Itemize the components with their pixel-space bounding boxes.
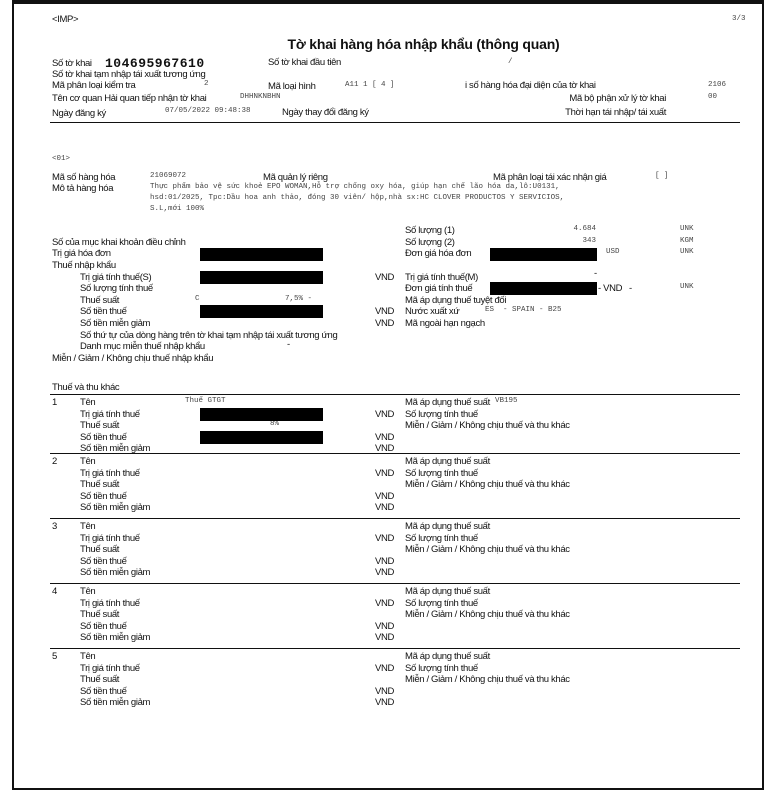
dai-dien: 2106	[708, 81, 727, 89]
sl2: 343	[582, 237, 596, 245]
tuyet-doi-label: Mã áp dụng thuế tuyệt đối	[405, 295, 507, 306]
vnd-unit: VND	[375, 502, 395, 514]
tax-so-tien-label: Số tiền thuế	[80, 490, 127, 502]
other-taxes-title: Thuế và thu khác	[52, 382, 120, 393]
sl2-label: Số lượng (2)	[405, 237, 455, 248]
tg-tinh-thue-m: -	[594, 268, 597, 279]
tax-thue-suat-label: Thuế suất	[80, 674, 120, 686]
vnd-unit: VND	[375, 443, 395, 455]
tax-ten-label: Tên	[80, 397, 96, 408]
sl1-unit: UNK	[680, 225, 694, 233]
form-code: <IMP>	[52, 14, 79, 25]
mien-giam-label: Miễn / Giảm / Không chịu thuế và thu khác	[405, 479, 570, 491]
ma-so: 21069072	[150, 172, 187, 180]
bo-phan: 00	[708, 93, 718, 101]
tax-tri-gia-label: Trị giá tính thuế	[80, 467, 140, 479]
tax-row-number: 2	[52, 456, 57, 467]
redacted-value	[200, 248, 323, 261]
group-divider	[50, 518, 740, 519]
quan-ly-label: Mã quản lý riêng	[263, 172, 328, 183]
kiem-tra: 2	[204, 80, 209, 88]
tax-mien-giam-label: Số tiền miễn giảm	[80, 567, 151, 579]
sl-tinh-thue-label: Số lượng tính thuế	[405, 532, 478, 544]
thoi-han-label: Thời hạn tái nhập/ tái xuất	[565, 107, 666, 118]
tax-so-tien-label: Số tiền thuế	[80, 431, 127, 443]
tax-ten-label: Tên	[80, 521, 96, 532]
redacted-value	[490, 248, 597, 261]
vnd-unit: VND	[375, 272, 395, 283]
phan-loai-label: Mã phân loại tái xác nhận giá	[493, 172, 607, 183]
item-index: <01>	[52, 155, 71, 163]
tax-tri-gia-label: Trị giá tính thuế	[80, 597, 140, 609]
tam-nhap-label: Số tờ khai tạm nhập tái xuất tương ứng	[52, 69, 206, 80]
tax-ten-label: Tên	[80, 586, 96, 597]
tax-ten-label: Tên	[80, 651, 96, 662]
ngay-dk: 07/05/2022 09:48:38	[165, 107, 251, 115]
ma-ap-dung-label: Mã áp dụng thuế suất	[405, 397, 490, 408]
vnd-unit: VND	[375, 318, 395, 329]
so-to-khai: 104695967610	[105, 56, 205, 71]
mien-giam-label: Số tiền miễn giảm	[80, 318, 151, 329]
mien-giam-label: Miễn / Giảm / Không chịu thuế và thu khác	[405, 420, 570, 432]
tax-so-tien-label: Số tiền thuế	[80, 555, 127, 567]
group-divider	[50, 453, 740, 454]
ma-so-label: Mã số hàng hóa	[52, 172, 116, 183]
don-gia-tt-label: Đơn giá tính thuế	[405, 283, 473, 294]
group-divider	[50, 394, 740, 395]
tg-tinh-thue-m-label: Trị giá tính thuế(M)	[405, 272, 478, 283]
vnd-unit: VND	[375, 555, 395, 567]
redacted-value	[490, 282, 597, 295]
ngoai-han-ngach-label: Mã ngoài hạn ngạch	[405, 318, 485, 329]
kiem-tra-label: Mã phân loại kiểm tra	[52, 80, 136, 91]
tax-mien-giam-label: Số tiền miễn giảm	[80, 632, 151, 644]
mien-giam-label: Miễn / Giảm / Không chịu thuế và thu khác	[405, 609, 570, 621]
tax-so-tien-label: Số tiền thuế	[80, 620, 127, 632]
mo-ta-line: Thực phẩm bảo vệ sức khoẻ EPO WOMAN,Hỗ trợ chống oxy hóa, giúp hạn chế lão hóa da,lô:U0131,	[150, 183, 560, 191]
mo-ta-line: hsd:01/2025, Tpc:Dầu hoa anh thảo, đóng 30 viên/ hộp,nhà sx:HC CLOVER PRODUCTOS Y SERVICIOS,	[150, 194, 565, 202]
page-number: 3/3	[732, 15, 746, 23]
page-title: Tờ khai hàng hóa nhập khẩu (thông quan)	[287, 36, 560, 52]
tax-so-tien-label: Số tiền thuế	[80, 685, 127, 697]
mo-ta-line: S.L,mới 100%	[150, 205, 205, 213]
vnd-unit: VND	[375, 685, 395, 697]
ngay-thay-doi-label: Ngày thay đổi đăng ký	[282, 107, 369, 118]
redacted-value	[200, 431, 323, 444]
group-divider	[50, 583, 740, 584]
don-gia-tt-suffix: - VND -	[598, 283, 632, 294]
mien-giam-nk-label: Miễn / Giảm / Không chịu thuế nhập khẩu	[52, 353, 214, 364]
thue-suat-code: C	[195, 295, 200, 303]
vnd-unit: VND	[375, 662, 395, 674]
vnd-unit: VND	[375, 632, 395, 644]
dieu-chinh-label: Số của mục khai khoản điều chỉnh	[52, 237, 186, 248]
tax-thue-suat-label: Thuế suất	[80, 479, 120, 491]
so-thu-tu-label: Số thứ tự của dòng hàng trên tờ khai tạm nhập tái xuất tương ứng	[80, 330, 338, 341]
vnd-unit: VND	[375, 490, 395, 502]
phan-loai: [ ]	[655, 172, 669, 180]
danh-muc-label: Danh mục miễn thuế nhập khẩu	[80, 341, 205, 352]
tax-tri-gia-label: Trị giá tính thuế	[80, 408, 140, 420]
co-quan-label: Tên cơ quan Hải quan tiếp nhận tờ khai	[52, 93, 207, 104]
bo-phan-label: Mã bộ phận xử lý tờ khai	[569, 93, 666, 104]
sl-tinh-thue-label: Số lượng tính thuế	[405, 597, 478, 609]
tax-mien-giam-label: Số tiền miễn giảm	[80, 443, 151, 455]
ma-ap-dung-label: Mã áp dụng thuế suất	[405, 586, 490, 597]
mien-giam-label: Miễn / Giảm / Không chịu thuế và thu khác	[405, 544, 570, 556]
xuat-xu-label: Nước xuất xứ	[405, 306, 460, 317]
tax-thue-suat-label: Thuế suất	[80, 420, 120, 432]
ma-ap-dung-label: Mã áp dụng thuế suất	[405, 651, 490, 662]
tax-row-number: 1	[52, 397, 57, 408]
vnd-unit: VND	[375, 567, 395, 579]
mo-ta-label: Mô tả hàng hóa	[52, 183, 114, 194]
tax-rate: 8%	[270, 420, 280, 429]
vnd-unit: VND	[375, 467, 395, 479]
don-gia-hd-unit: UNK	[680, 248, 694, 256]
thue-suat: 7,5% -	[285, 295, 313, 303]
tax-tri-gia-label: Trị giá tính thuế	[80, 662, 140, 674]
tg-tinh-thue-s-label: Trị giá tính thuế(S)	[80, 272, 152, 283]
co-quan: DHHNKNBHN	[240, 93, 281, 101]
vnd-unit: VND	[375, 620, 395, 632]
tax-name: Thuế GTGT	[185, 397, 226, 405]
tax-row-number: 5	[52, 651, 57, 662]
sl-tinh-thue-label: Số lượng tính thuế	[405, 467, 478, 479]
dau-tien: /	[508, 58, 513, 66]
vnd-unit: VND	[375, 697, 395, 709]
so-tien-thue-label: Số tiền thuế	[80, 306, 127, 317]
dai-dien-label: i số hàng hóa đại diện của tờ khai	[465, 80, 596, 91]
redacted-value	[200, 408, 323, 421]
ma-ap-dung-label: Mã áp dụng thuế suất	[405, 456, 490, 467]
loai-hinh-label: Mã loại hình	[268, 81, 316, 92]
tax-thue-suat-label: Thuế suất	[80, 544, 120, 556]
redacted-value	[200, 305, 323, 318]
divider	[50, 122, 740, 123]
tax-thue-suat-label: Thuế suất	[80, 609, 120, 621]
vnd-unit: VND	[375, 408, 395, 420]
tax-mien-giam-label: Số tiền miễn giảm	[80, 502, 151, 514]
sl1-label: Số lượng (1)	[405, 225, 455, 236]
tax-mien-giam-label: Số tiền miễn giảm	[80, 697, 151, 709]
don-gia-hd-label: Đơn giá hóa đơn	[405, 248, 472, 259]
vnd-unit: VND	[375, 597, 395, 609]
sl2-unit: KGM	[680, 237, 694, 245]
tax-row-number: 3	[52, 521, 57, 532]
thue-nk-label: Thuế nhập khẩu	[52, 260, 116, 271]
sl1: 4.684	[573, 225, 596, 233]
thue-suat-label: Thuế suất	[80, 295, 120, 306]
danh-muc: -	[287, 339, 290, 350]
tax-ten-label: Tên	[80, 456, 96, 467]
dau-tien-label: Số tờ khai đầu tiên	[268, 57, 341, 68]
xuat-xu: ES - SPAIN - B25	[485, 306, 562, 314]
redacted-value	[200, 271, 323, 284]
sl-tinh-thue-label: Số lượng tính thuế	[405, 662, 478, 674]
tax-tri-gia-label: Trị giá tính thuế	[80, 532, 140, 544]
vnd-unit: VND	[375, 431, 395, 443]
mien-giam-label: Miễn / Giảm / Không chịu thuế và thu khác	[405, 674, 570, 686]
ma-ap-dung: VB195	[495, 397, 518, 405]
tax-row-number: 4	[52, 586, 57, 597]
so-to-khai-label: Số tờ khai	[52, 58, 92, 69]
don-gia-tt-unit: UNK	[680, 283, 694, 291]
vnd-unit: VND	[375, 306, 395, 317]
loai-hinh: A11 1 [ 4 ]	[345, 81, 395, 89]
sl-tinh-thue-label: Số lượng tính thuế	[80, 283, 153, 294]
tri-gia-hd-label: Trị giá hóa đơn	[52, 248, 111, 259]
sl-tinh-thue-label: Số lượng tính thuế	[405, 408, 478, 420]
ngay-dk-label: Ngày đăng ký	[52, 108, 106, 119]
group-divider	[50, 648, 740, 649]
vnd-unit: VND	[375, 532, 395, 544]
don-gia-hd-cur: USD	[606, 248, 620, 256]
ma-ap-dung-label: Mã áp dụng thuế suất	[405, 521, 490, 532]
